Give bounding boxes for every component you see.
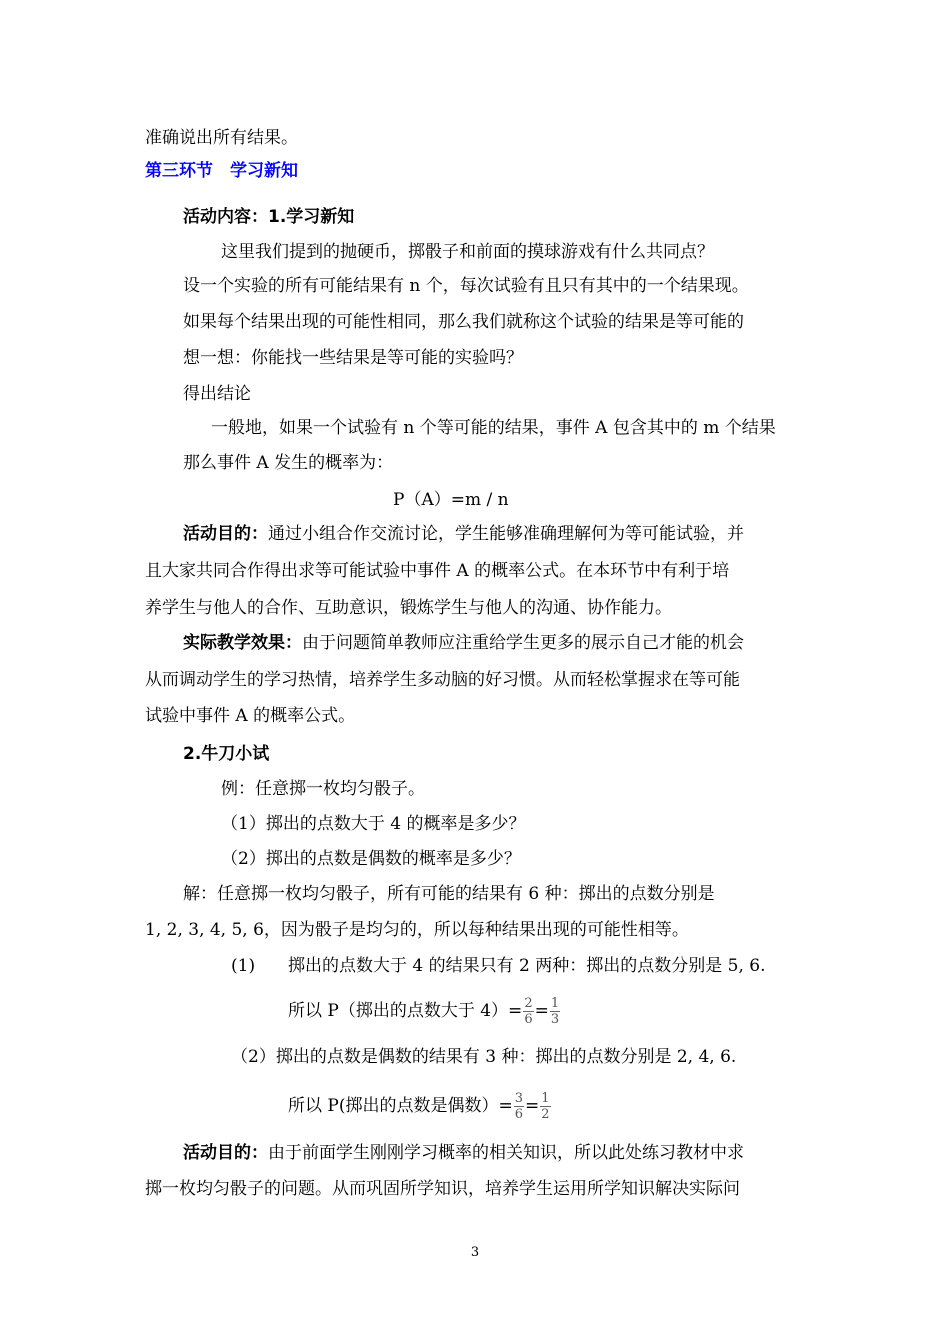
effect-label: 实际教学效果：	[183, 633, 302, 653]
fraction	[523, 996, 533, 1027]
text-line: 养学生与他人的合作、互助意识，锻炼学生与他人的沟通、协作能力。	[145, 598, 672, 618]
numerator: 1	[541, 1091, 550, 1106]
fraction	[540, 1091, 550, 1122]
question-2: （2）掷出的点数是偶数的概率是多少？	[221, 849, 521, 869]
text-line: 准确说出所有结果。	[145, 128, 298, 148]
purpose-text: 通过小组合作交流讨论，学生能够准确理解何为等可能试验，并	[268, 524, 744, 544]
page-number: 3	[470, 1245, 480, 1260]
result-text: 所以 P（掷出的点数大于 4）=	[288, 1001, 523, 1021]
question-1: （1）掷出的点数大于 4 的概率是多少？	[221, 814, 526, 834]
purpose-text: 由于前面学生刚刚学习概率的相关知识，所以此处练习教材中求	[268, 1143, 744, 1163]
denominator: 2	[541, 1107, 550, 1122]
text-line: 得出结论	[183, 384, 251, 404]
section-heading: 第三环节 学习新知	[145, 161, 298, 181]
text-line: 且大家共同合作得出求等可能试验中事件 A 的概率公式。在本环节中有利于培	[145, 561, 730, 581]
denominator: 6	[524, 1012, 533, 1027]
solution-1-text: 掷出的点数大于 4 的结果只有 2 两种：掷出的点数分别是 5, 6.	[288, 956, 766, 976]
fraction	[514, 1091, 524, 1122]
formula: P（A）=m / n	[393, 490, 509, 510]
text-line: 从而调动学生的学习热情，培养学生多动脑的好习惯。从而轻松掌握求在等可能	[145, 670, 740, 690]
numerator: 3	[514, 1091, 523, 1106]
text-line: 那么事件 A 发生的概率为：	[183, 453, 394, 473]
fraction	[550, 996, 560, 1027]
text-line: 想一想：你能找一些结果是等可能的实验吗？	[183, 348, 523, 368]
solution-1-result	[288, 996, 561, 1027]
solution-2-result	[288, 1091, 552, 1122]
text-line: 1, 2, 3, 4, 5, 6，因为骰子是均匀的，所以每种结果出现的可能性相等。	[145, 920, 689, 940]
purpose-label: 活动目的：	[183, 1143, 268, 1163]
result-text: 所以 P(掷出的点数是偶数）=	[288, 1096, 513, 1116]
denominator: 6	[514, 1107, 523, 1122]
text-line: 设一个实验的所有可能结果有 n 个，每次试验有且只有其中的一个结果现。	[183, 276, 749, 296]
effect-paragraph	[183, 632, 744, 654]
subsection-heading: 2.牛刀小试	[183, 744, 270, 764]
numerator: 1	[550, 996, 560, 1011]
activity-heading: 活动内容：1.学习新知	[183, 207, 355, 227]
numerator: 2	[524, 996, 533, 1011]
text-line: 这里我们提到的抛硬币，掷骰子和前面的摸球游戏有什么共同点？	[221, 242, 714, 262]
purpose-paragraph	[183, 523, 744, 545]
text-line: 例：任意掷一枚均匀骰子。	[221, 779, 425, 799]
text-line: 试验中事件 A 的概率公式。	[145, 706, 356, 726]
text-line: 解：任意掷一枚均匀骰子，所有可能的结果有 6 种：掷出的点数分别是	[183, 884, 715, 904]
text-line: 如果每个结果出现的可能性相同，那么我们就称这个试验的结果是等可能的	[183, 312, 744, 332]
purpose-paragraph-2	[183, 1142, 744, 1164]
equals-sign: =	[534, 1001, 549, 1021]
solution-2-text: （2）掷出的点数是偶数的结果有 3 种：掷出的点数分别是 2, 4, 6.	[231, 1047, 737, 1067]
equals-sign: =	[525, 1096, 540, 1116]
purpose-label: 活动目的：	[183, 524, 268, 544]
effect-text: 由于问题简单教师应注重给学生更多的展示自己才能的机会	[302, 633, 744, 653]
text-line: 掷一枚均匀骰子的问题。从而巩固所学知识，培养学生运用所学知识解决实际问	[145, 1179, 740, 1199]
solution-1-number: (1)	[231, 956, 256, 976]
denominator: 3	[550, 1012, 560, 1027]
text-line: 一般地，如果一个试验有 n 个等可能的结果，事件 A 包含其中的 m 个结果	[211, 418, 776, 438]
